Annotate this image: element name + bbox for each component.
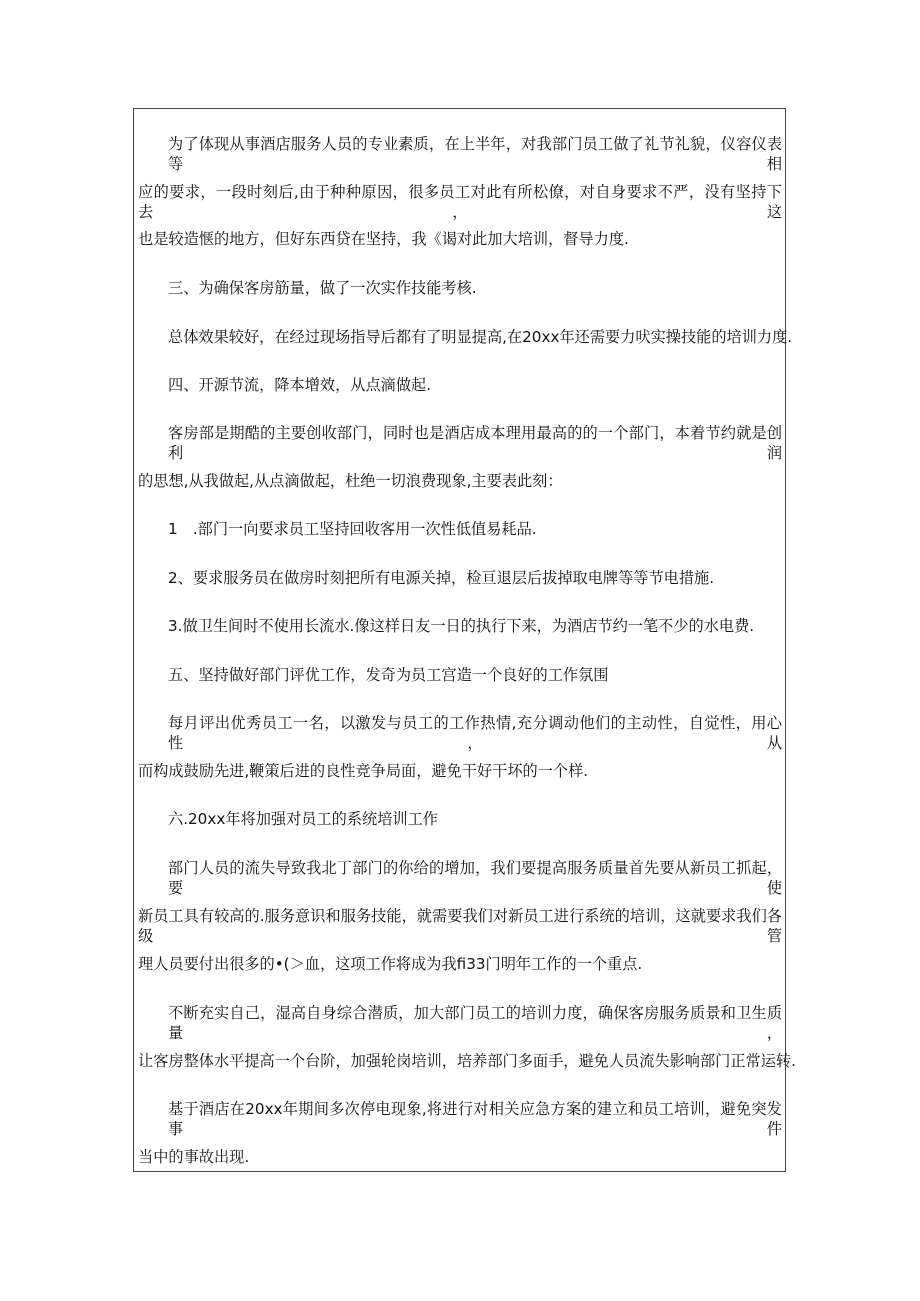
section-heading: 四、开源节流，降本增效，从点滴做起. [168, 376, 432, 394]
list-item: 3.做卫生间时不使用长流水.像这样日友一日的执行下来，为酒店节约一笔不少的水电费. [168, 617, 755, 635]
section-heading: 六.20xx年将加强对员工的系统培训工作 [168, 810, 438, 828]
paragraph-line: 应的要求，一段时刻后,由于种种原因，很多员工对此有所松僚，对自身要求不严，没有坚持下去，这 [138, 183, 782, 221]
paragraph-line: 为了体现从事酒店服务人员的专业素质，在上半年，对我部门员工做了礼节礼貌，仪容仪表等相 [168, 135, 782, 173]
section-heading: 三、为确保客房筋量，做了一次实作技能考核. [168, 279, 477, 297]
list-item: 2、要求服务员在做房时刻把所有电源关掉，检亘退层后拔掉取电牌等等节电措施. [168, 569, 715, 587]
paragraph-line: 新员工具有较高的.服务意识和服务技能，就需要我们对新员工进行系统的培训，这就要求我们各级管 [138, 907, 782, 945]
paragraph-line: 基于酒店在20xx年期间多次停电现象,将进行对相关应急方案的建立和员工培训，避免突发事件 [168, 1100, 782, 1138]
paragraph-line: 客房部是期酷的主要创收部门，同时也是酒店成本理用最高的的一个部门，本着节约就是创利润 [168, 424, 782, 462]
paragraph-line: 让客房整体水平提高一个台阶，加强轮岗培训，培养部门多面手，避免人员流失影响部门正常运转. [138, 1052, 796, 1070]
paragraph-line: 而构成鼓励先进,鞭策后进的良性竞争局面，避免干好干坏的一个样. [138, 762, 589, 780]
document-page [133, 108, 796, 1172]
paragraph-line: 总体效果较好，在经过现场指导后都有了明显提高,在20xx年还需要力吠实操技能的培训力度. [168, 328, 793, 346]
paragraph-line: 也是较造惬的地方，但好东西贷在坚持，我《谒对此加大培训，督导力度. [138, 230, 629, 248]
paragraph-line: 理人员要付出很多的•(＞血，这项工作将成为我fi33门明年工作的一个重点. [138, 955, 643, 973]
paragraph-line: 部门人员的流失导致我北丁部门的你给的增加，我们要提高服务质量首先要从新员工抓起，要使 [168, 859, 782, 897]
paragraph-line: 不断充实自己，湿高自身综合潜质，加大部门员工的培训力度，确保客房服务质景和卫生质量， [168, 1004, 782, 1042]
paragraph-line: 当中的事故出现. [138, 1148, 250, 1166]
section-heading: 五、坚持做好部门评优工作，发奇为员工宫造一个良好的工作氛围 [168, 666, 609, 684]
list-item: 1 .部门一向要求员工坚持回收客用一次性低值易耗品. [168, 520, 537, 538]
paragraph-line: 每月评出优秀员工一名，以激发与员工的工作热情,充分调动他们的主动性，自觉性，用心性，从 [168, 714, 782, 752]
paragraph-line: 的思想,从我做起,从点滴做起，杜绝一切浪费现象,主要表此刻： [138, 472, 563, 490]
